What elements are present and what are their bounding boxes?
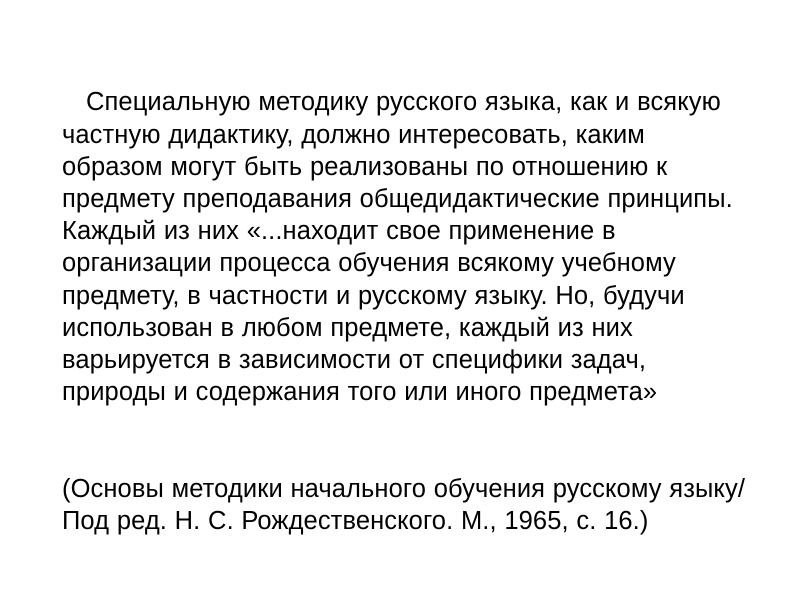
body-paragraph-source: (Основы методики начального обучения русскому языку/ Под ред. Н. С. Рождественского. М., 1965, с. 16.)	[62, 474, 753, 536]
body-paragraph-quote: Специальную методику русского языка, как и всякую частную дидактику, должно интересовать, каким образом могут быть реализованы по отношению к предмету преподавания общедидактические принципы. Каждый из них «...находит свое применение в организации процесса обучения всякому учебному предмету, в частности и русскому языку. Но, будучи использован в любом предмете, каждый из них варьируется в зависимости от специфики задач, природы и содержания того или иного предмета»	[62, 88, 741, 407]
slide-body-text	[62, 22, 752, 602]
